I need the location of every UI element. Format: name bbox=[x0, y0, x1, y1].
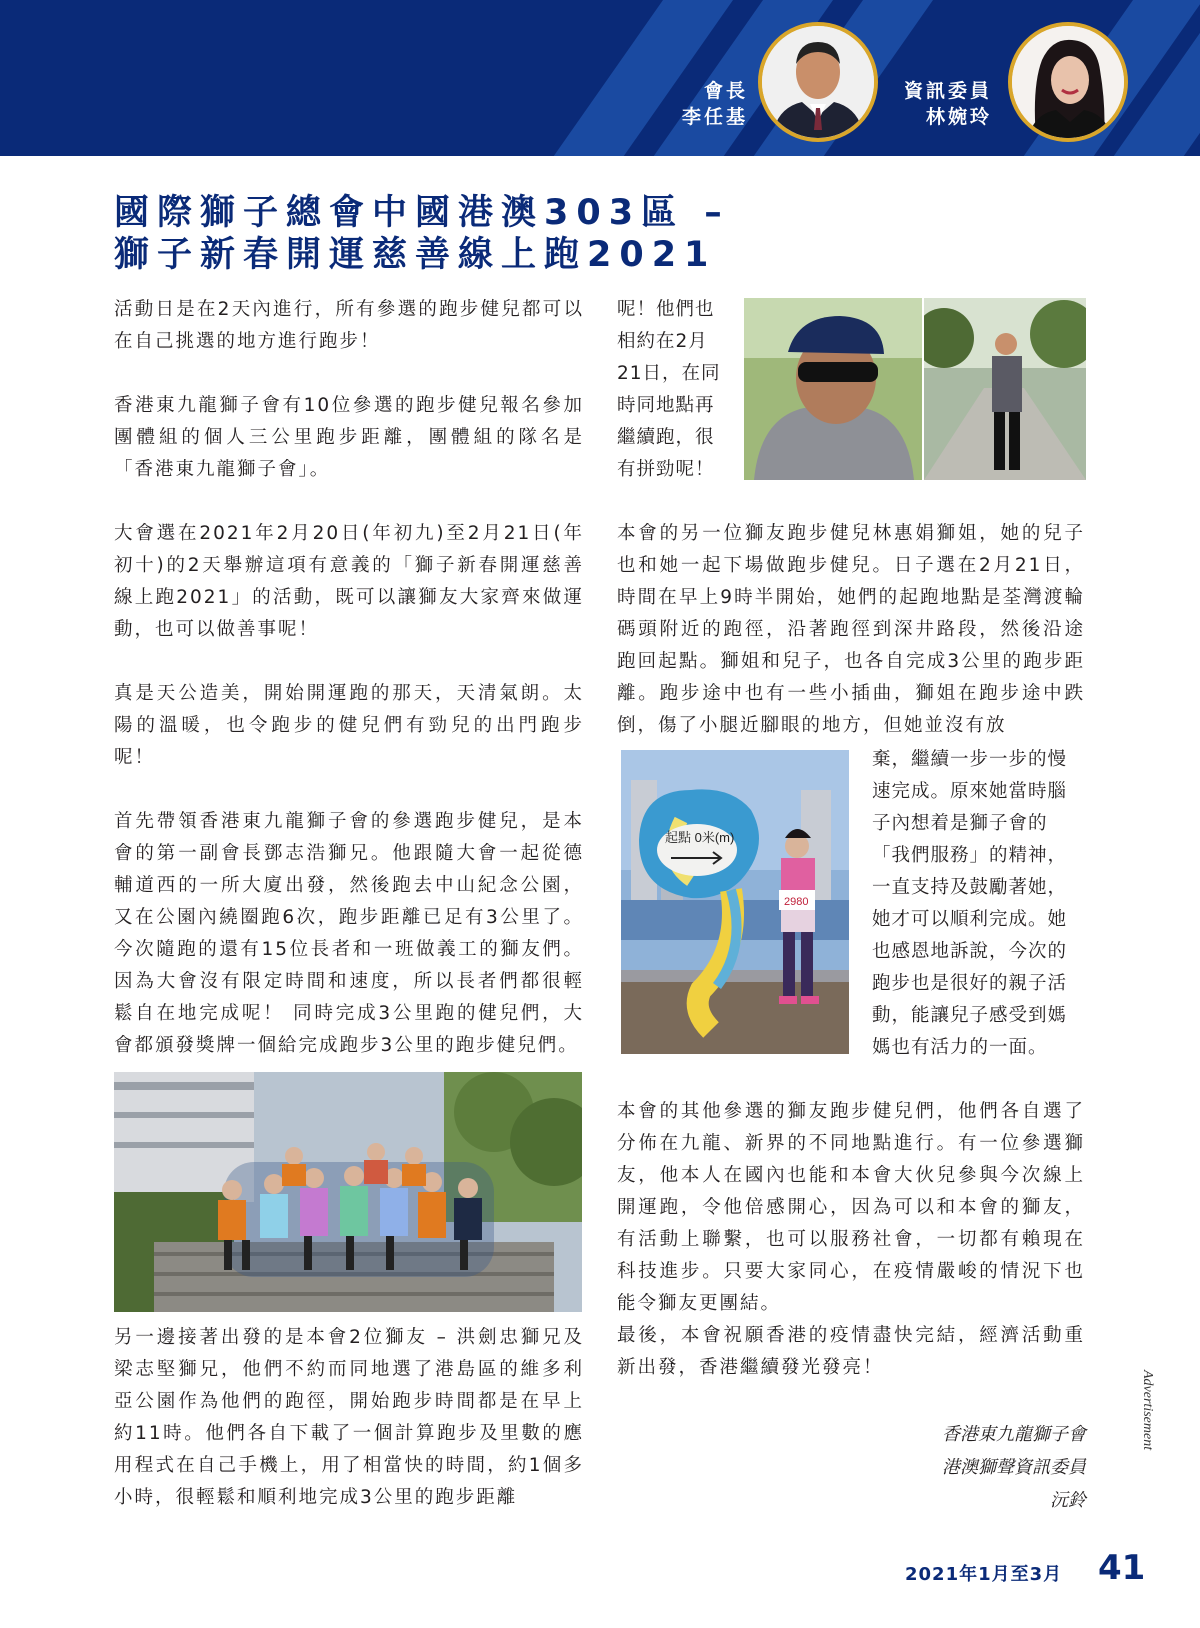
selfie-photo bbox=[744, 298, 922, 480]
right-column-bottom bbox=[617, 1096, 1085, 1384]
signature-club: 香港東九龍獅子會 bbox=[942, 1424, 1086, 1445]
info-portrait bbox=[1008, 22, 1128, 142]
issue-date: 2021年1月至3月 bbox=[905, 1564, 1063, 1585]
side-label-text: Advertisement bbox=[1140, 1370, 1155, 1451]
text-line: 一直支持及鼓勵著她， bbox=[872, 877, 1068, 898]
paragraph: 香港東九龍獅子會有10位參選的跑步健兒報名參加團體組的個人三公里跑步距離，團體組的隊名是「香港東九龍獅子會」。 bbox=[114, 395, 584, 480]
right-column-narrow bbox=[617, 294, 733, 486]
paragraph: 首先帶領香港東九龍獅子會的參選跑步健兒，是本會的第一副會長鄧志浩獅兄。他跟隨大會一起從德輔道西的一所大廈出發，然後跑去中山紀念公園，又在公園內繞圈跑6次，跑步距離已足有3公里了。今次隨跑的還有15位長者和一班做義工的獅友們。因為大會沒有限定時間和速度，所以長者們都很輕鬆自在地完成呢！ 同時完成3公里跑的健兒們，大會都頒發獎牌一個給完成跑步3公里的跑步健兒們。 bbox=[114, 811, 584, 1056]
article-title-line2: 獅子新春開運慈善線上跑2021 bbox=[114, 235, 717, 275]
text-line: 「我們服務」的精神， bbox=[872, 845, 1068, 866]
signature-block bbox=[942, 1418, 1086, 1517]
text-line: 呢！他們也 bbox=[617, 299, 715, 320]
header-banner bbox=[0, 0, 1200, 156]
info-name: 林婉玲 bbox=[925, 106, 992, 128]
text-line: 她才可以順利完成。她 bbox=[872, 909, 1068, 930]
text-line: 也感恩地訴說，今次的 bbox=[872, 941, 1068, 962]
right-column-middle bbox=[617, 518, 1085, 742]
paragraph: 大會選在2021年2月20日(年初九)至2月21日(年初十)的2天舉辦這項有意義的「獅子新春開運慈善線上跑2021」的活動，既可以讓獅友大家齊來做運動，也可以做善事呢！ bbox=[114, 523, 584, 640]
page-number: 41 bbox=[1098, 1548, 1146, 1588]
president-portrait bbox=[758, 22, 878, 142]
marker-label: 起點 0米(m) bbox=[665, 830, 735, 845]
right-column-wrap bbox=[872, 744, 1086, 1064]
text-line: 媽也有活力的一面。 bbox=[872, 1037, 1048, 1058]
president-name: 李任基 bbox=[681, 106, 748, 128]
paragraph: 本會的另一位獅友跑步健兒林惠娟獅姐，她的兒子也和她一起下場做跑步健兒。日子選在2月21日，時間在早上9時半開始，她們的起跑地點是荃灣渡輪碼頭附近的跑徑，沿著跑徑到深井路段，然後沿途跑回起點。獅姐和兒子，也各自完成3公里的跑步距離。跑步途中也有一些小插曲，獅姐在跑步途中跌倒，傷了小腿近腳眼的地方，但她並沒有放 bbox=[617, 523, 1085, 736]
president-role: 會長 bbox=[703, 80, 748, 102]
text-line: 速完成。原來她當時腦 bbox=[872, 781, 1068, 802]
bib-number: 2980 bbox=[784, 896, 809, 908]
article-title-line1: 國際獅子總會中國港澳303區 – bbox=[114, 193, 730, 233]
advertisement-side-label bbox=[1138, 1368, 1158, 1488]
paragraph: 真是天公造美，開始開運跑的那天，天清氣朗。太陽的溫暖，也令跑步的健兒們有勁兒的出門跑步呢！ bbox=[114, 683, 584, 768]
text-line: 時同地點再 bbox=[617, 395, 715, 416]
marker-photo bbox=[621, 750, 849, 1054]
text-line: 動，能讓兒子感受到媽 bbox=[872, 1005, 1068, 1026]
article-title bbox=[114, 192, 874, 276]
text-line: 棄，繼續一步一步的慢 bbox=[872, 749, 1068, 770]
info-caption bbox=[880, 78, 992, 130]
signature-committee: 港澳獅聲資訊委員 bbox=[942, 1457, 1086, 1478]
text-line: 相約在2月 bbox=[617, 331, 708, 352]
text-line: 子內想着是獅子會的 bbox=[872, 813, 1048, 834]
president-caption bbox=[640, 78, 748, 130]
group-photo bbox=[114, 1072, 582, 1312]
left-column-bottom bbox=[114, 1322, 584, 1514]
text-line: 有拼勁呢！ bbox=[617, 459, 715, 480]
paragraph: 最後，本會祝願香港的疫情盡快完結，經濟活動重新出發，香港繼續發光發亮！ bbox=[617, 1325, 1085, 1378]
signature-author: 沅鈴 bbox=[1050, 1490, 1086, 1511]
walking-photo bbox=[924, 298, 1086, 480]
paragraph: 另一邊接著出發的是本會2位獅友 – 洪劍忠獅兄及梁志堅獅兄，他們不約而同地選了港島區的維多利亞公園作為他們的跑徑，開始跑步時間都是在早上約11時。他們各自下載了一個計算跑步及里數的應用程式在自己手機上，用了相當快的時間，約1個多小時，很輕鬆和順利地完成3公里的跑步距離 bbox=[114, 1327, 584, 1508]
paragraph: 本會的其他參選的獅友跑步健兒們，他們各自選了分佈在九龍、新界的不同地點進行。有一位參選獅友，他本人在國內也能和本會大伙兒參與今次線上開運跑，令他倍感開心，因為可以和本會的獅友，有活動上聯繫，也可以服務社會，一切都有賴現在科技進步。只要大家同心，在疫情嚴峻的情況下也能令獅友更團結。 bbox=[617, 1101, 1085, 1314]
text-line: 21日，在同 bbox=[617, 363, 721, 384]
text-line: 繼續跑，很 bbox=[617, 427, 715, 448]
text-line: 跑步也是很好的親子活 bbox=[872, 973, 1068, 994]
paragraph: 活動日是在2天內進行，所有參選的跑步健兒都可以在自己挑選的地方進行跑步！ bbox=[114, 299, 584, 352]
info-role: 資訊委員 bbox=[903, 80, 992, 102]
left-column-top bbox=[114, 294, 584, 1062]
